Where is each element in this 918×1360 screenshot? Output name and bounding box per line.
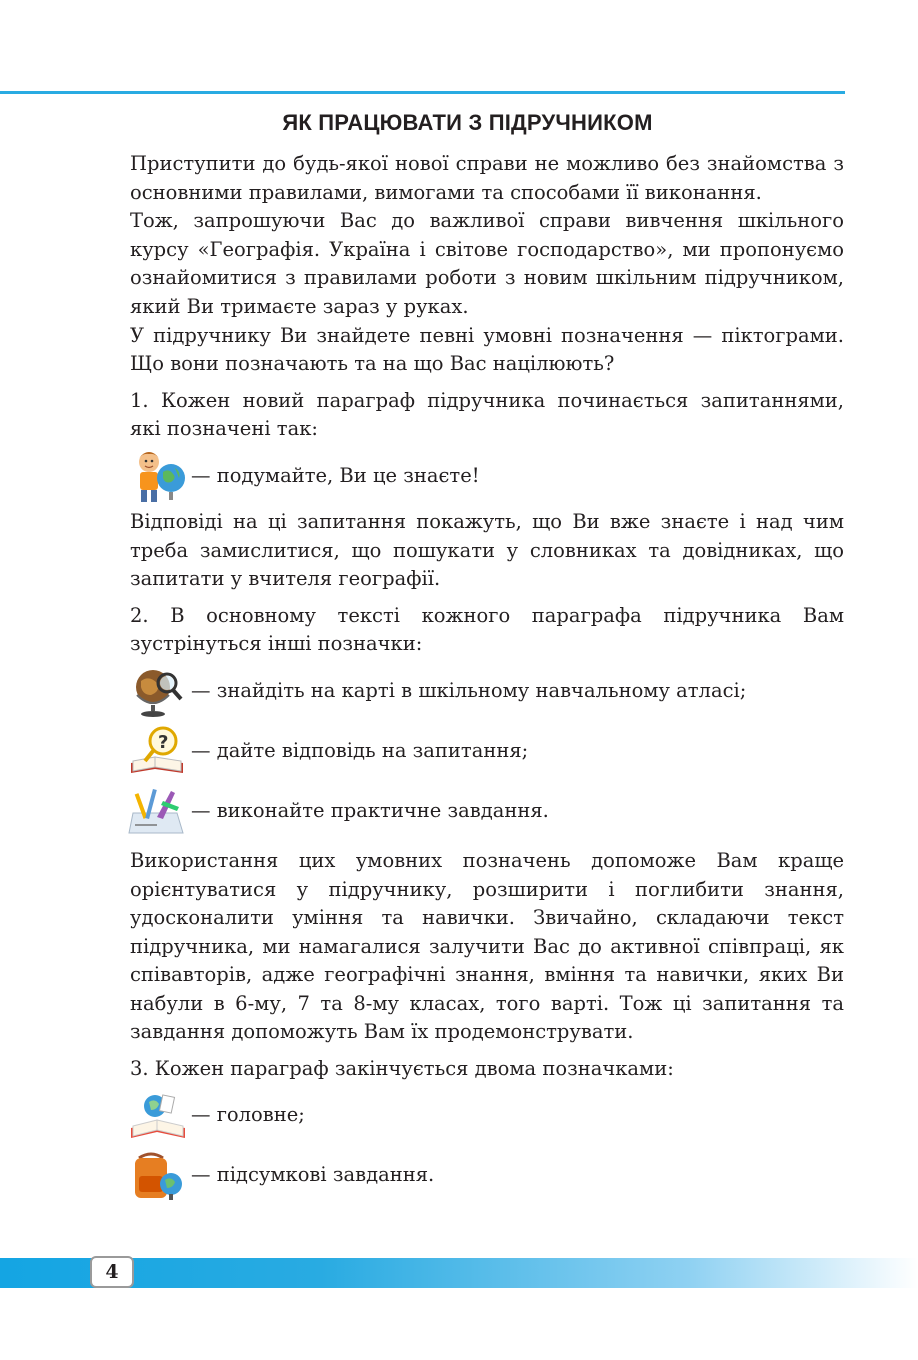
legend-atlas (127, 663, 844, 719)
legend-practice (127, 783, 844, 839)
legend-atlas-label: — знайдіть на карті в шкільному навчальному атласі; (191, 678, 747, 702)
legend-answer (127, 723, 844, 779)
legend-think-label: — подумайте, Ви це знаєте! (191, 463, 480, 487)
paragraph-invitation: Тож, запрошуючи Вас до важливої справи вивчення шкільного курсу «Географія. Україна і світове господарство», ми пропонуємо ознайомитися з правилами роботи з новим шкільним підручником, який Ви тримаєте зараз у руках. (130, 209, 844, 318)
paragraph-intro: Приступити до будь-якої нової справи не можливо без знайомства з основними правилами, вимогами та способами її виконання. (130, 152, 844, 204)
page-title: ЯК ПРАЦЮВАТИ З ПІДРУЧНИКОМ (282, 110, 653, 135)
book-question-icon (127, 723, 189, 779)
paragraph-pictograms: У підручнику Ви знайдете певні умовні позначення — піктограми. Що вони позначають та на що Вас націлюють? (130, 323, 844, 376)
legend-main-label: — головне; (191, 1103, 305, 1127)
paragraph-answers: Відповіді на ці запитання покажуть, що Ви вже знаєте і над чим треба замислитися, що пошукати у словниках та довідниках, що запитати у вчителя географії. (130, 509, 844, 591)
globe-magnifier-icon (127, 663, 189, 719)
legend-summary-label: — підсумкові завдання. (191, 1163, 435, 1187)
open-book-globe-icon (127, 1088, 189, 1144)
paragraph-rule-2: 2. В основному тексті кожного параграфа підручника Вам зустрінуться інші позначки: (130, 603, 844, 656)
legend-summary (127, 1148, 844, 1204)
legend-main (127, 1088, 844, 1144)
legend-practice-label: — виконайте практичне завдання. (191, 798, 549, 822)
legend-think (127, 448, 844, 504)
legend-answer-label: — дайте відповідь на запитання; (191, 738, 529, 762)
drawing-tools-icon (127, 783, 189, 839)
top-rule (0, 91, 845, 94)
footer-bar (0, 1258, 918, 1288)
paragraph-rule-1: 1. Кожен новий параграф підручника починається запитаннями, які позначені так: (130, 388, 844, 441)
boy-with-globe-icon (127, 448, 189, 504)
body-text (130, 150, 844, 1208)
page-number: 4 (90, 1256, 134, 1288)
svg-text:?: ? (158, 731, 169, 753)
paragraph-usage: Використання цих умовних позначень допоможе Вам краще орієнтуватися у підручнику, розширити і поглибити знання, удосконалити уміння та навички. Звичайно, складаючи текст підручника, ми намагалися залучити Вас до активної співпраці, як співавторів, адже географічні знання, вміння та навички, яких Ви набули в 6-му, 7 та 8-му класах, того варті. Тож ці запитання та завдання допоможуть Вам їх продемонструвати. (130, 848, 844, 1044)
backpack-globe-icon (127, 1148, 189, 1204)
paragraph-rule-3: 3. Кожен параграф закінчується двома позначками: (130, 1057, 674, 1081)
